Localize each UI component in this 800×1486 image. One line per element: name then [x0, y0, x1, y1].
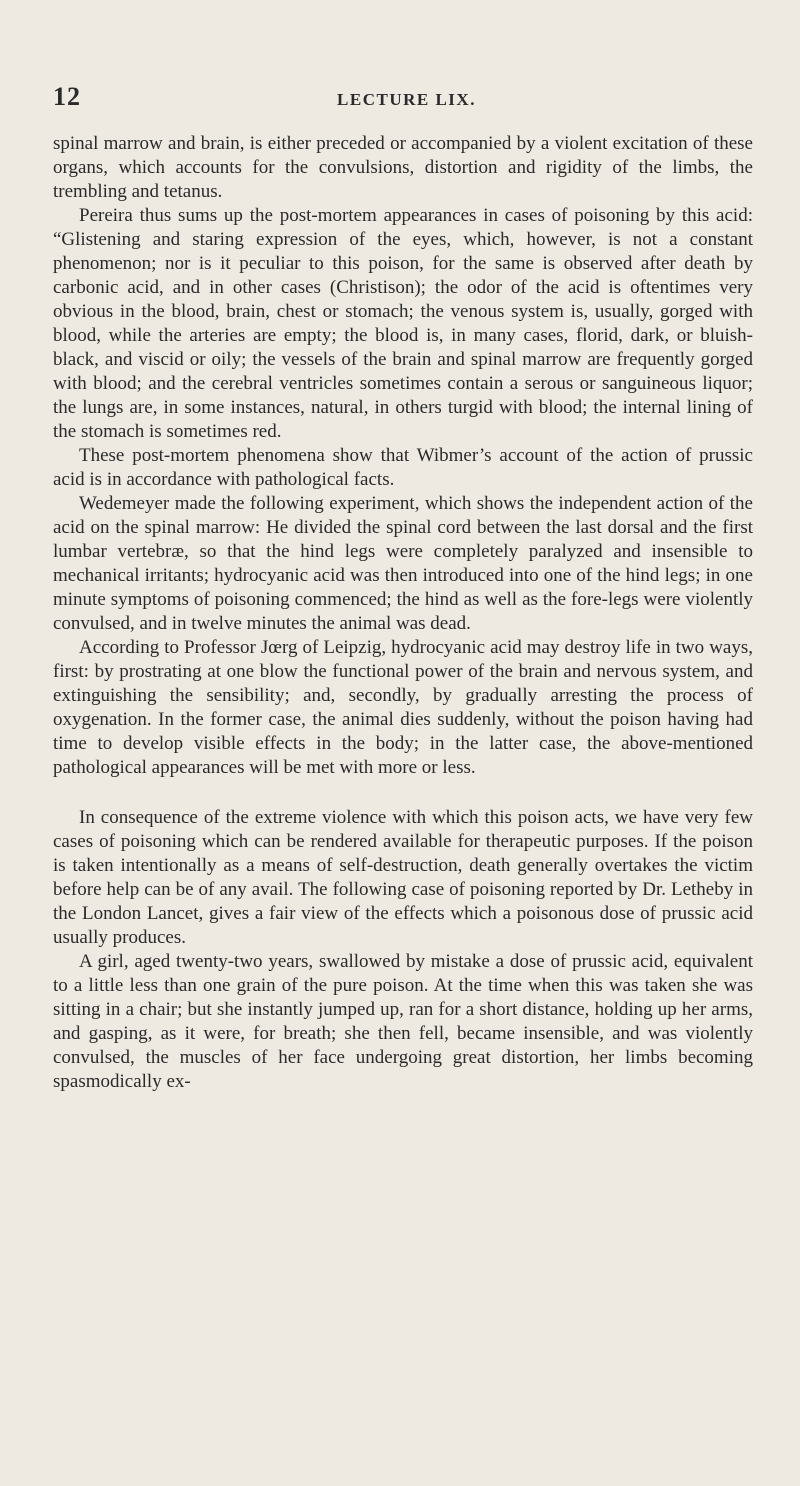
text-body: [53, 132, 753, 1094]
page-number: 12: [53, 82, 81, 111]
page-header: [53, 82, 760, 112]
paragraph-pereira: Pereira thus sums up the post-mortem appearances in cases of poisoning by this acid: “Glistening and staring expression of the eyes, which, however, is not a constant phenomenon; nor is it peculiar to this poison, for the same is observed after death by carbonic acid, and in other cases (Christison); the odor of the acid is oftentimes very obvious in the blood, brain, chest or stomach; the venous system is, usually, gorged with blood, while the arteries are empty; the blood is, in many cases, florid, dark, or bluish-black, and viscid or oily; the vessels of the brain and spinal marrow are frequently gorged with blood; and the cerebral ventricles sometimes contain a serous or sanguineous liquor; the lungs are, in some instances, natural, in others turgid with blood; the internal lining of the stomach is sometimes red.: [53, 205, 753, 442]
running-head: LECTURE LIX.: [337, 90, 476, 109]
paragraph-wibmer: These post-mortem phenomena show that Wibmer’s account of the action of prussic acid is in accordance with pathological facts.: [53, 445, 753, 490]
section-gap: [53, 780, 753, 806]
paragraph-wedemeyer: Wedemeyer made the following experiment, which shows the independent action of the acid on the spinal marrow: He divided the spinal cord between the last dorsal and the first lumbar vertebræ, so that the hind legs were completely paralyzed and insensible to mechanical irritants; hydrocyanic acid was then introduced into one of the hind legs; in one minute symptoms of poisoning commenced; the hind as well as the fore-legs were violently convulsed, and in twelve minutes the animal was dead.: [53, 493, 753, 634]
paragraph-case: A girl, aged twenty-two years, swallowed by mistake a dose of prussic acid, equivalent to a little less than one grain of the pure poison. At the time when this was taken she was sitting in a chair; but she instantly jumped up, ran for a short distance, holding up her arms, and gasping, as it were, for breath; she then fell, became insensible, and was violently convulsed, the muscles of her face undergoing great distortion, her limbs becoming spasmodically ex-: [53, 951, 753, 1092]
paragraph-consequence: In consequence of the extreme violence with which this poison acts, we have very few cases of poisoning which can be rendered available for therapeutic purposes. If the poison is taken intentionally as a means of self-destruction, death generally overtakes the victim before help can be of any avail. The following case of poisoning reported by Dr. Letheby in the London Lancet, gives a fair view of the effects which a poisonous dose of prussic acid usually produces.: [53, 807, 753, 948]
paragraph-joerg: According to Professor Jœrg of Leipzig, hydrocyanic acid may destroy life in two ways, first: by prostrating at one blow the functional power of the brain and nervous system, and extinguishing the sensibility; and, secondly, by gradually arresting the process of oxygenation. In the former case, the animal dies suddenly, without the poison having had time to develop visible effects in the body; in the latter case, the above-mentioned pathological appearances will be met with more or less.: [53, 637, 753, 778]
paragraph-continuation: spinal marrow and brain, is either preceded or accompanied by a violent excitation of these organs, which accounts for the convulsions, distortion and rigidity of the limbs, the trembling and tetanus.: [53, 133, 753, 202]
